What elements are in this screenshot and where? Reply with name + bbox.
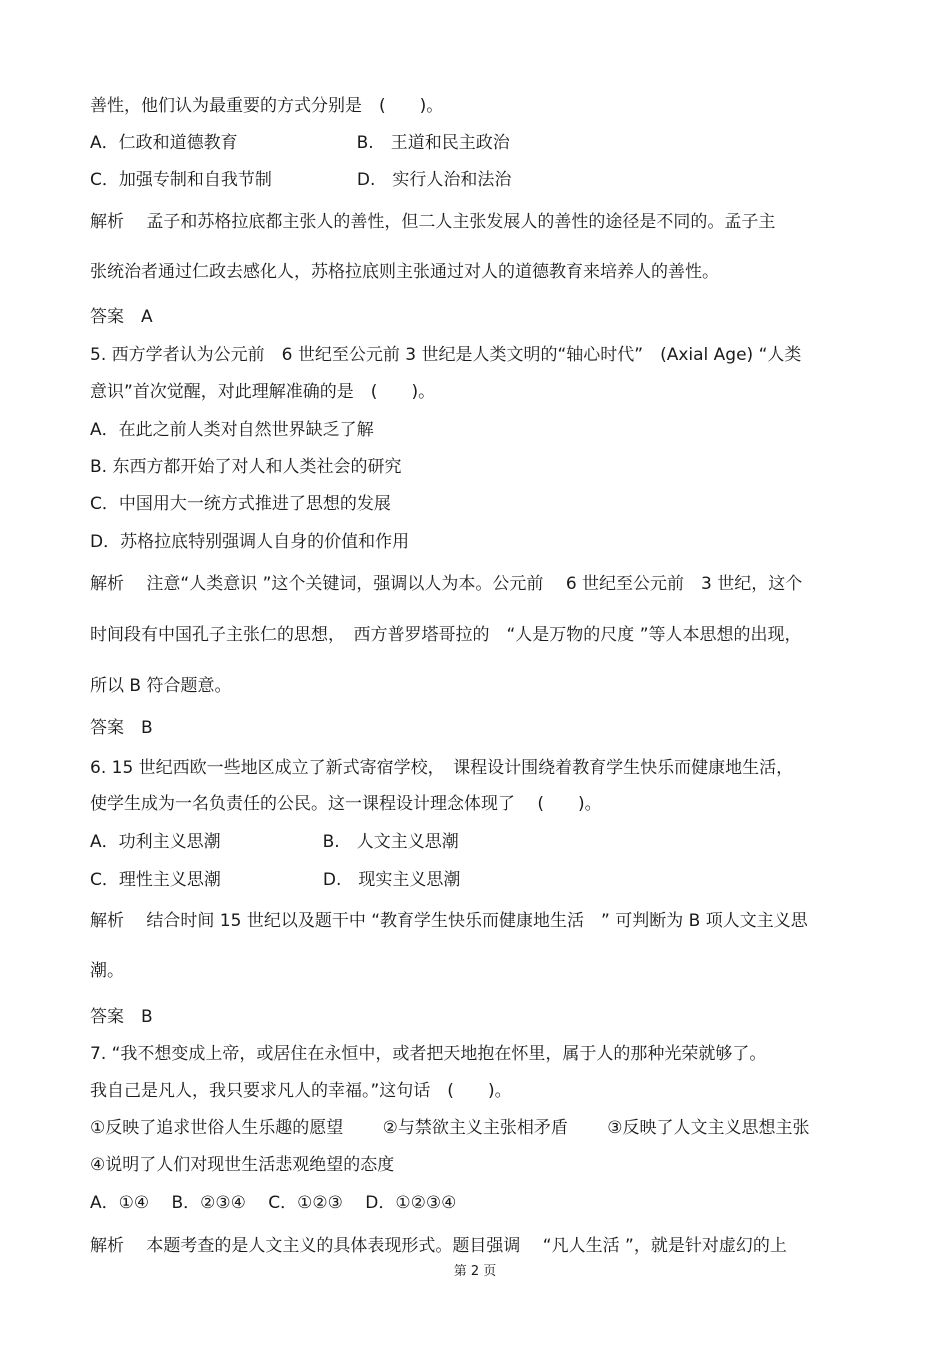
text-line: ④说明了人们对现世生活悲观绝望的态度: [90, 1155, 395, 1175]
text-line: 解析 注意“人类意识 ”这个关键词，强调以人为本。公元前 6 世纪至公元前 3 世纪，这个: [90, 574, 803, 594]
text-line: 张统治者通过仁政去感化人，苏格拉底则主张通过对人的道德教育来培养人的善性。: [90, 262, 719, 282]
text-line: A．仁政和道德教育 B. 王道和民主政治: [90, 133, 510, 153]
text-line: 答案 B: [90, 718, 153, 738]
text-line: B. 东西方都开始了对人和人类社会的研究: [90, 457, 402, 477]
text-line: 7. “我不想变成上帝，或居住在永恒中，或者把天地抱在怀里，属于人的那种光荣就够了。: [90, 1044, 767, 1064]
text-line: D．苏格拉底特别强调人自身的价值和作用: [90, 532, 410, 552]
text-line: A．在此之前人类对自然世界缺乏了解: [90, 420, 374, 440]
text-line: 我自己是凡人，我只要求凡人的幸福。”这句话 ( )。: [90, 1081, 512, 1101]
text-line: 时间段有中国孔子主张仁的思想， 西方普罗塔哥拉的 “人是万物的尺度 ”等人本思想的出现，: [90, 625, 802, 645]
text-line: 答案 A: [90, 307, 153, 327]
text-line: 解析 本题考查的是人文主义的具体表现形式。题目强调 “凡人生活 ”，就是针对虚幻的上: [90, 1236, 787, 1256]
text-line: 意识”首次觉醒，对此理解准确的是 ( )。: [90, 382, 436, 402]
text-line: 答案 B: [90, 1007, 153, 1027]
text-line: A．①④ B．②③④ C．①②③ D．①②③④: [90, 1193, 457, 1213]
text-line: C．理性主义思潮 D. 现实主义思潮: [90, 870, 461, 890]
text-line: A．功利主义思潮 B. 人文主义思潮: [90, 832, 459, 852]
page-number: 第 2 页: [453, 1264, 497, 1279]
text-line: 潮。: [90, 961, 124, 981]
text-line: ①反映了追求世俗人生乐趣的愿望 ②与禁欲主义主张相矛盾 ③反映了人文主义思想主张: [90, 1118, 810, 1138]
text-line: C．中国用大一统方式推进了思想的发展: [90, 494, 391, 514]
text-line: 所以 B 符合题意。: [90, 676, 232, 696]
text-line: 6. 15 世纪西欧一些地区成立了新式寄宿学校， 课程设计围绕着教育学生快乐而健康地生活，: [90, 758, 794, 778]
text-line: C．加强专制和自我节制 D. 实行人治和法治: [90, 170, 512, 190]
text-line: 解析 结合时间 15 世纪以及题干中 “教育学生快乐而健康地生活 ” 可判断为 B 项人文主义思: [90, 911, 808, 931]
text-line: 使学生成为一名负责任的公民。这一课程设计理念体现了 ( )。: [90, 794, 602, 814]
text-line: 善性，他们认为最重要的方式分别是 ( )。: [90, 96, 444, 116]
text-line: 5. 西方学者认为公元前 6 世纪至公元前 3 世纪是人类文明的“轴心时代” (Axial Age) “人类: [90, 345, 802, 365]
text-line: 解析 孟子和苏格拉底都主张人的善性，但二人主张发展人的善性的途径是不同的。孟子主: [90, 212, 776, 232]
